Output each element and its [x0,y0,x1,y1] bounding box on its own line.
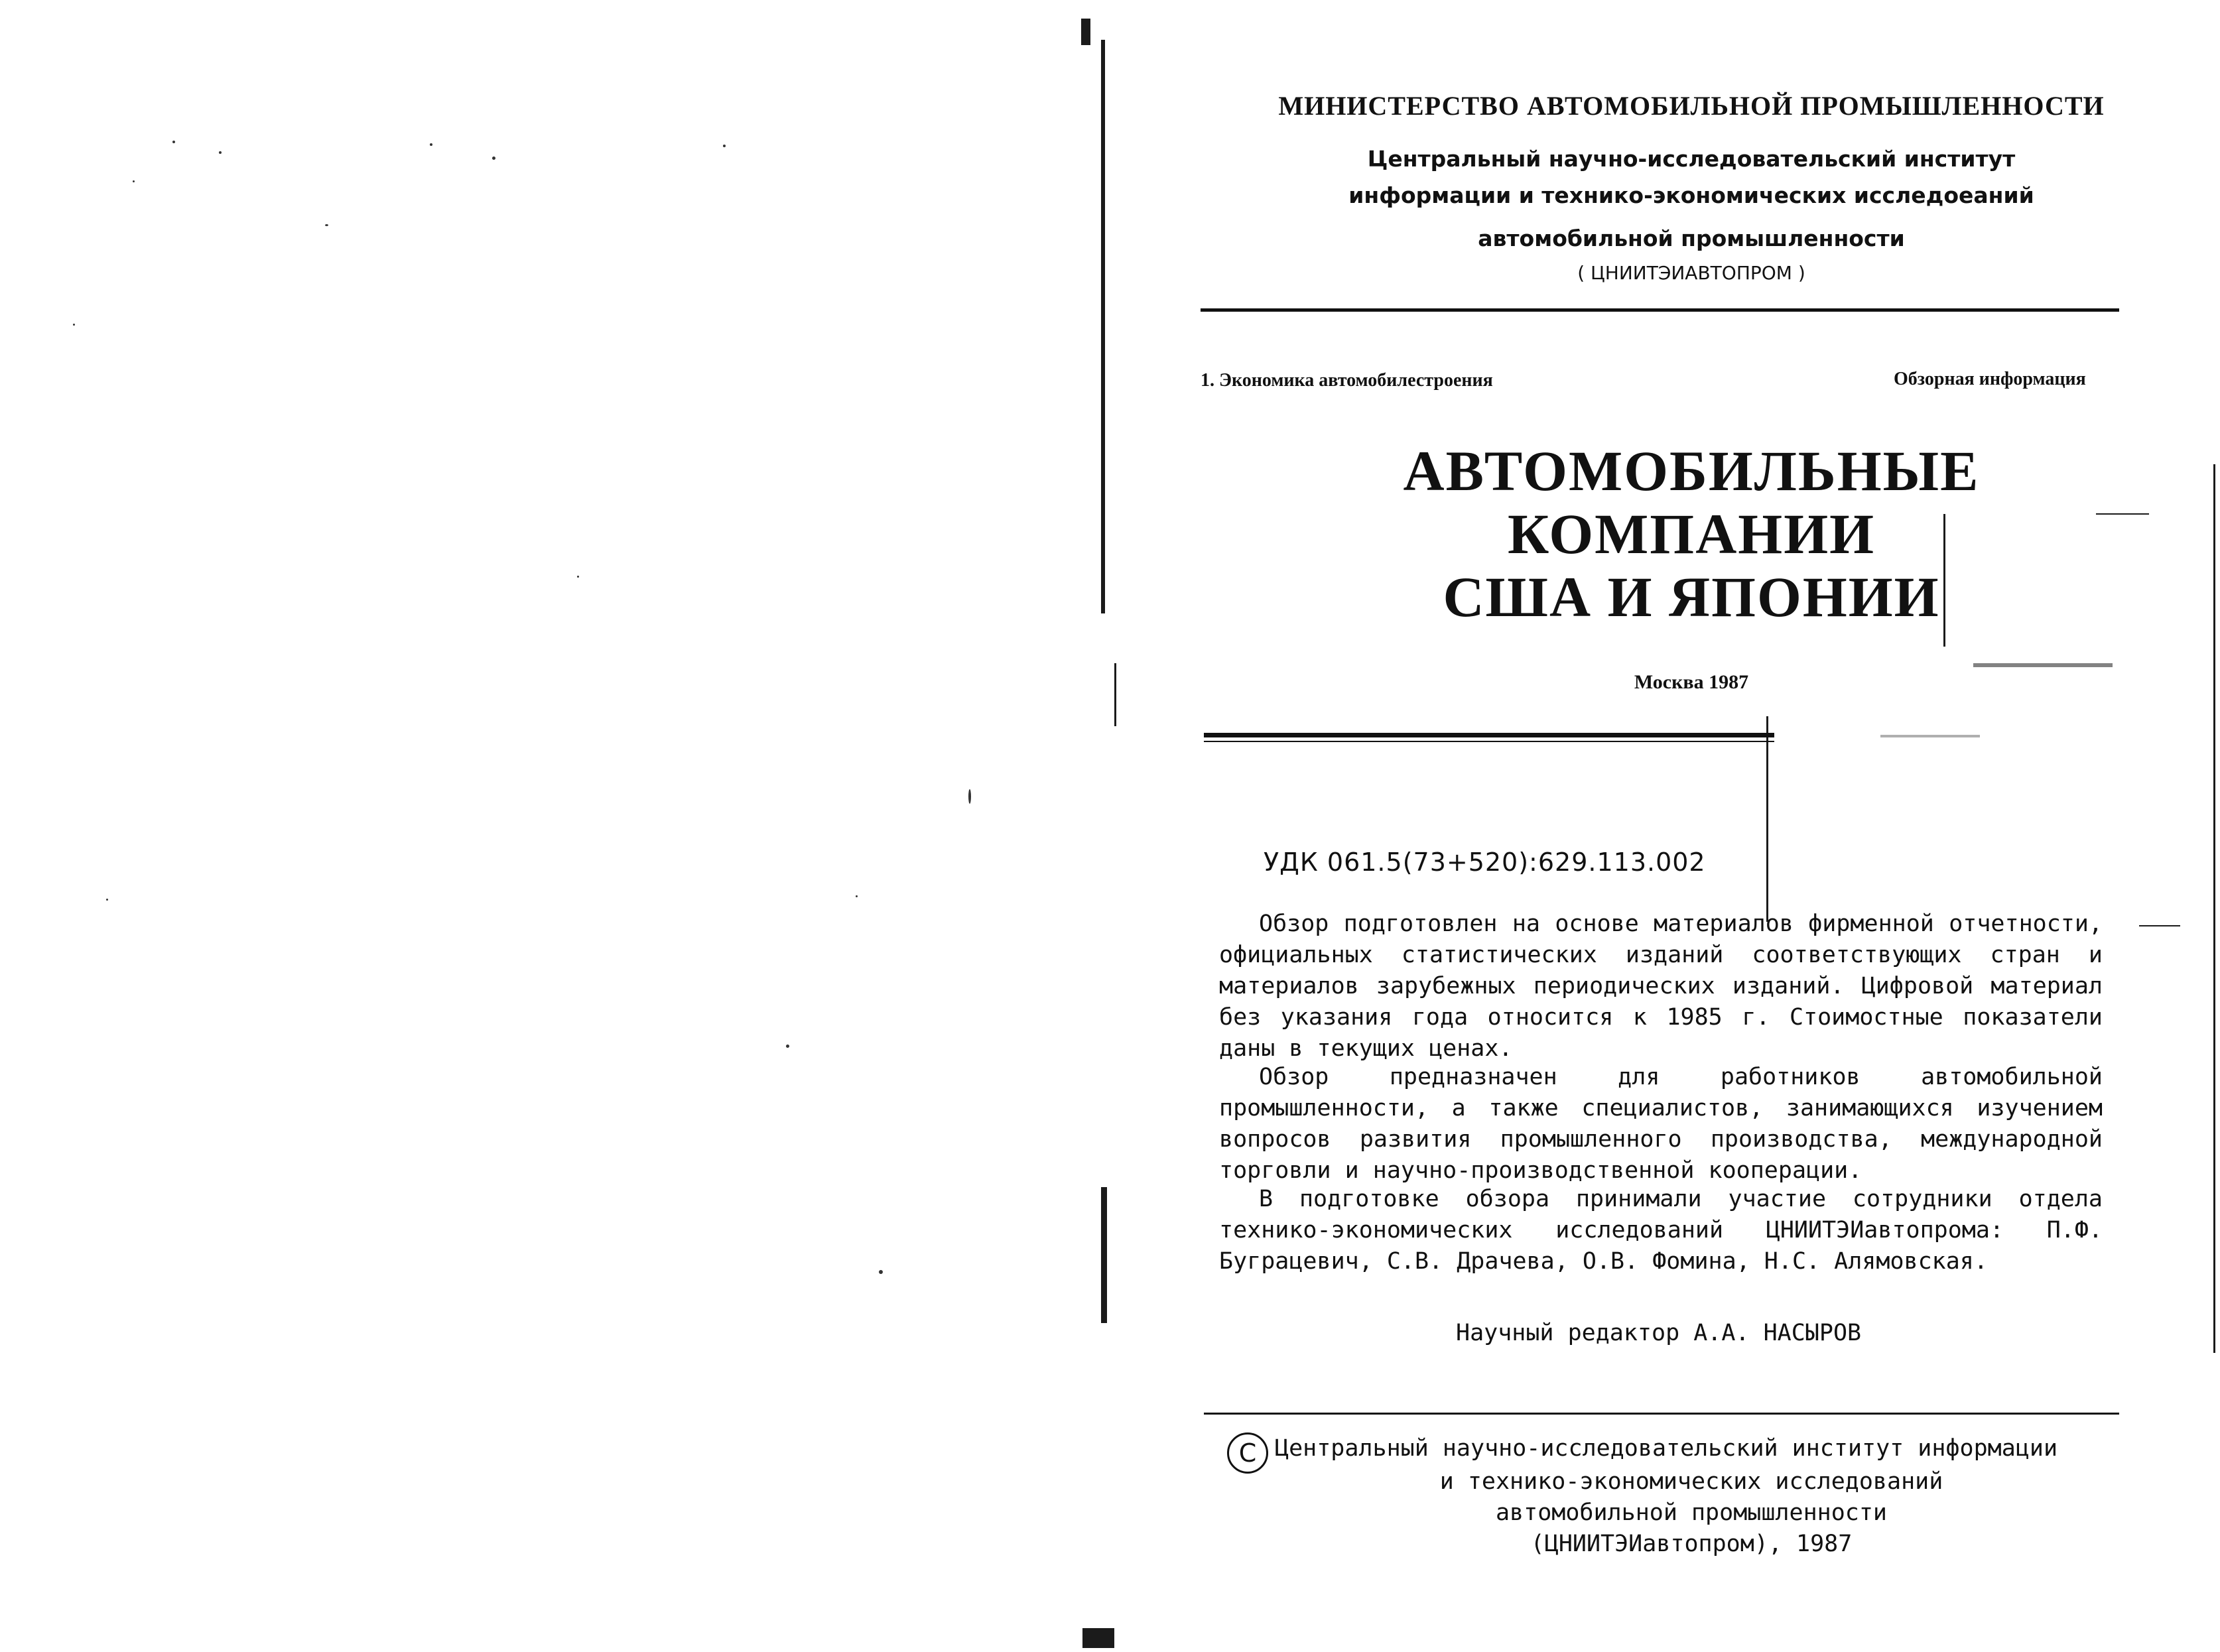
title-rule-thin [1204,741,1774,742]
title-line-1: АВТОМОБИЛЬНЫЕ [1403,439,1980,503]
speck [325,224,328,226]
paragraph-audience [1219,1062,2103,1186]
edge-dash [2139,925,2180,926]
copyright-line-4: (ЦНИИТЭИавтопром), 1987 [1530,1531,1853,1557]
speck [430,143,432,146]
left-page [0,0,1088,1652]
speck [133,180,135,182]
institute-line-1: Центральный научно-исследовательский институт [1367,146,2016,172]
binding-mark-foot [1082,1628,1114,1648]
title-rule-thick [1204,733,1774,737]
institute-line-3: автомобильной промышленности [1478,225,1905,251]
speck [106,899,108,901]
binding-line [1101,40,1105,613]
copyright-icon: С [1227,1432,1268,1474]
issue-type-label: Обзорная информация [1894,369,2086,389]
title-line-3: США И ЯПОНИИ [1443,565,1940,629]
copyright-line-2: и технико-экономических исследований [1439,1468,1943,1495]
paragraph-audience-text: Обзор предназначен для работников автомобильной промышленности, а также специалистов, занимающихся изучением вопросов развития промышленного производства, международной торговли и научно-производственной кооперации. [1219,1064,2103,1184]
speck [73,324,75,326]
copyright-line-3: автомобильной промышленности [1495,1499,1887,1526]
city-year: Москва 1987 [1634,671,1749,693]
speck [723,145,726,147]
speck [172,141,175,143]
binding-mark-top [1081,19,1090,45]
paragraph-sources [1219,909,2103,1064]
edge-line [1766,716,1768,922]
smudge [1880,735,1980,737]
speck [968,789,971,804]
paragraph-sources-text: Обзор подготовлен на основе материалов фирменной отчетности, официальных статистических изданий соответствующих стран и материалов зарубежных периодических изданий. Цифровой материал без указания года относится к 1985 г. Стоимостные показатели даны в текущих ценах. [1219,911,2103,1062]
binding-mark-bottom [1101,1187,1107,1323]
speck [492,157,495,160]
institute-abbreviation: ( ЦНИИТЭИАВТОПРОМ ) [1577,262,1805,284]
speck [577,576,579,578]
speck [219,151,222,154]
ministry-name: МИНИСТЕРСТВО АВТОМОБИЛЬНОЙ ПРОМЫШЛЕННОСТИ [1278,91,2105,121]
institute-line-2: информации и технико-экономических исследоеаний [1348,182,2034,208]
series-label: 1. Экономика автомобилестроения [1201,370,1493,391]
edge-line [2213,464,2215,1353]
title-line-2: КОМПАНИИ [1508,502,1875,566]
speck [879,1270,883,1274]
scientific-editor: Научный редактор А.А. НАСЫРОВ [1456,1320,1862,1346]
paragraph-authors-text: В подготовке обзора принимали участие сотрудники отдела технико-экономических исследований ЦНИИТЭИавтопрома: П.Ф. Буграцевич, С.В. Драчева, О.В. Фомина, Н.С. Алямовская. [1219,1186,2103,1275]
header-rule [1201,308,2119,312]
paragraph-authors [1219,1184,2103,1277]
copyright-rule [1204,1413,2119,1415]
copyright-line-1: Центральный научно-исследовательский институт информации [1275,1435,2058,1462]
binding-line-short [1114,663,1116,726]
smudge [1973,663,2113,667]
speck [786,1045,789,1048]
speck [856,895,858,897]
udk-code: УДК 061.5(73+520):629.113.002 [1264,848,1706,877]
